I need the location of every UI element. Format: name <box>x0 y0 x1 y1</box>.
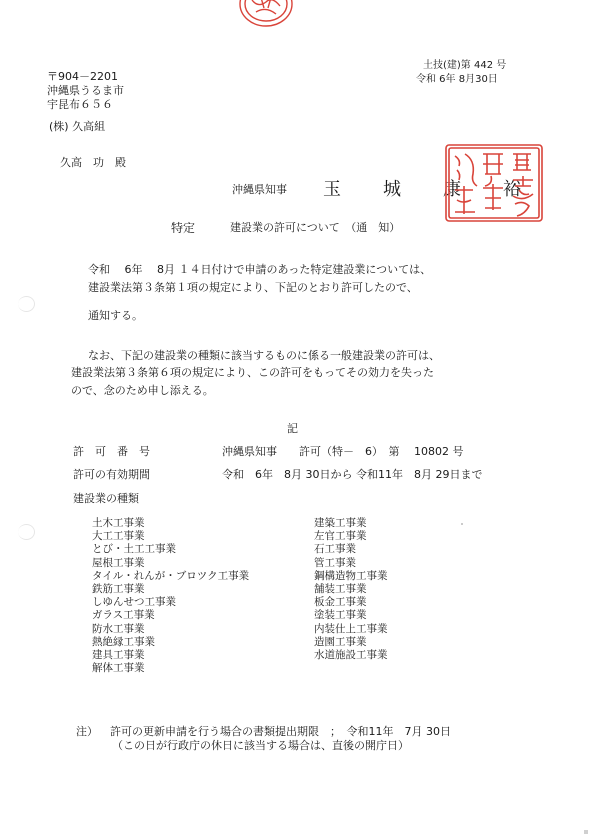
list-item: 管工事業 <box>314 556 356 569</box>
company-name: (株) 久高組 <box>49 120 106 133</box>
list-item: 大工工事業 <box>92 530 145 543</box>
punch-hole-mark <box>18 296 35 312</box>
list-item: 熱絶縁工事業 <box>92 635 155 648</box>
list-item: 左官工事業 <box>314 530 367 543</box>
validity-period-value: 令和 6年 8月 30日から 令和11年 8月 29日まで <box>222 468 483 481</box>
body-para1-line3: 通知する。 <box>88 309 143 322</box>
list-item: 水道施設工事業 <box>314 649 388 662</box>
list-item: 建具工事業 <box>92 649 145 662</box>
scan-corner-mark <box>584 830 588 834</box>
issuer-title: 沖縄県知事 <box>232 183 287 196</box>
body-para2-line1: なお、下記の建設業の種類に該当するものに係る一般建設業の許可は、 <box>88 349 440 362</box>
address-line-1: 沖縄県うるま市 <box>47 84 124 97</box>
body-para2-line2: 建設業法第３条第６項の規定により、この許可をもってその効力を失った <box>71 366 434 379</box>
list-item: とび・土工工事業 <box>92 543 176 556</box>
subject-title: 建設業の許可について （通 知） <box>230 221 401 234</box>
subject-prefix: 特定 <box>171 221 196 235</box>
issuer-name: 玉 城 康 裕 <box>323 179 533 200</box>
note-line-2: （この日が行政庁の休日に該当する場合は、直後の開庁日） <box>112 739 409 752</box>
list-item: 解体工事業 <box>92 662 145 675</box>
list-item: タイル・れんが・ブロツク工事業 <box>92 569 250 582</box>
list-item: しゆんせつ工事業 <box>92 596 176 609</box>
list-item: 塗装工事業 <box>314 609 367 622</box>
body-para2-line3: ので、念のため申し添える。 <box>71 384 214 397</box>
list-item: 土木工事業 <box>92 517 145 529</box>
list-item: 舗装工事業 <box>314 583 367 596</box>
punch-hole-mark <box>18 524 35 540</box>
list-item: ガラス工事業 <box>92 609 155 622</box>
issue-date: 令和 6年 8月30日 <box>416 74 498 85</box>
list-item: 鋼構造物工事業 <box>314 569 388 582</box>
note-label: 注） <box>76 725 98 738</box>
list-item: 板金工事業 <box>314 596 367 609</box>
list-item: 建築工事業 <box>314 517 367 529</box>
list-item: 防水工事業 <box>92 622 145 635</box>
postal-code: 〒904－2201 <box>47 70 118 83</box>
reference-number: 土技(建)第 442 号 <box>423 60 507 71</box>
list-item: 石工事業 <box>314 543 356 556</box>
permit-number-value: 沖縄県知事 許可（特－ 6） 第 10802 号 <box>222 445 464 458</box>
list-item: 屋根工事業 <box>92 556 145 569</box>
list-item: 鉄筋工事業 <box>92 583 145 596</box>
validity-period-label: 許可の有効期間 <box>73 468 150 481</box>
note-line-1: 許可の更新申請を行う場合の書類提出期限 ； 令和11年 7月 30日 <box>110 725 451 738</box>
body-para1-line2: 建設業法第３条第１項の規定により、下記のとおり許可したので、 <box>88 281 418 294</box>
business-types-label: 建設業の種類 <box>73 492 139 505</box>
business-types-left-list <box>92 517 249 675</box>
ki-heading: 記 <box>287 422 298 435</box>
recipient-representative: 久高 功 殿 <box>60 156 126 169</box>
address-line-2: 宇昆布６５６ <box>47 98 113 111</box>
list-item: 内装仕上工事業 <box>314 622 388 635</box>
top-seal-stamp <box>236 0 296 32</box>
scan-speck <box>461 523 463 525</box>
list-item: 造園工事業 <box>314 635 367 648</box>
business-types-right-list <box>314 517 388 662</box>
permit-number-label: 許 可 番 号 <box>73 445 150 458</box>
body-para1-line1: 令和 6年 8月 １４日付けで申請のあった特定建設業については、 <box>88 263 432 276</box>
official-seal-stamp <box>443 142 545 224</box>
